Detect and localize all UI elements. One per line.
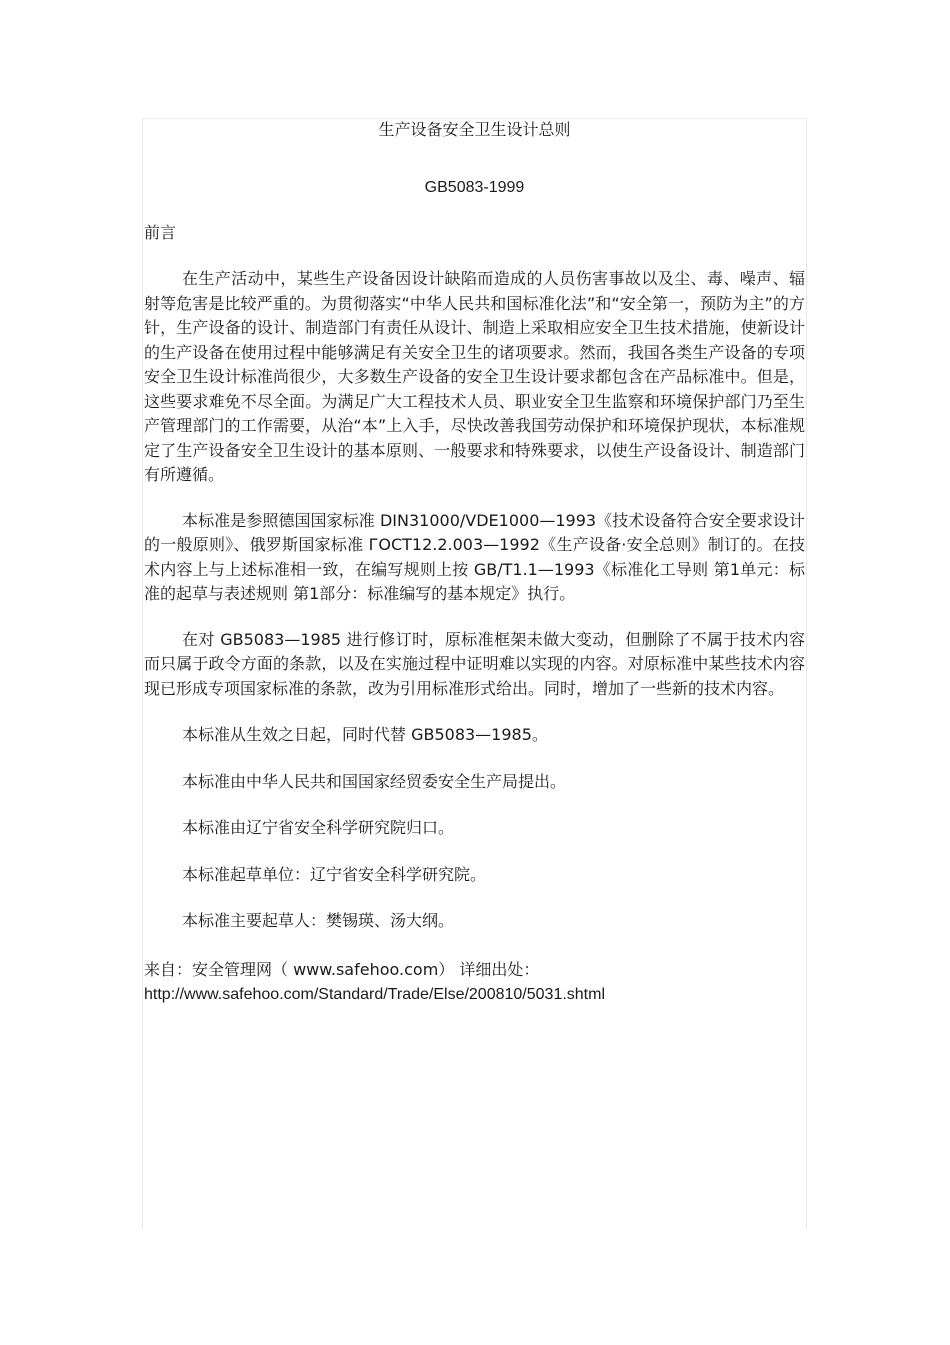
standard-code: GB5083-1999 [424,179,525,196]
document-body [144,118,805,1007]
document-title: 生产设备安全卫生设计总则 [378,120,571,139]
source-line: 来自：安全管理网（ www.safehoo.com） 详细出处： [144,959,540,979]
section-heading-foreword: 前言 [144,223,177,242]
paragraph-drafters: 本标准主要起草人：樊锡瑛、汤大纲。 [182,911,455,930]
paragraph-drafting-unit: 本标准起草单位：辽宁省安全科学研究院。 [182,864,487,884]
paragraph-replaces: 本标准从生效之日起，同时代替 GB5083—1985。 [182,725,548,744]
paragraph-revision: 在对 GB5083—1985 进行修订时，原标准框架未做大变动，但删除了不属于技术内容而只属于政令方面的条款，以及在实施过程中证明难以实现的内容。对原标准中某些技术内容现已形成专项国家标准的条款，改为引用标准形式给出。同时，增加了一些新的技术内容。 [144,629,805,698]
paragraph-references: 本标准是参照德国国家标准 DIN31000/VDE1000—1993《技术设备符合安全要求设计的一般原则》、俄罗斯国家标准 ГOCT12.2.003—1992《生产设备·安全总则》制订的。在技术内容上与上述标准相一致，在编写规则上按 GB/T1.1—1993《标准化工导则 第1单元：标准的起草与表述规则 第1部分：标准编写的基本规定》执行。 [144,510,805,603]
source-url-link[interactable]: http://www.safehoo.com/Standard/Trade/Else/200810/5031.shtml [144,985,606,1003]
paragraph-intro: 在生产活动中，某些生产设备因设计缺陷而造成的人员伤害事故以及尘、毒、噪声、辐射等危害是比较严重的。为贯彻落实“中华人民共和国标准化法”和“安全第一，预防为主”的方针，生产设备的设计、制造部门有责任从设计、制造上采取相应安全卫生技术措施，使新设计的生产设备在使用过程中能够满足有关安全卫生的诸项要求。然而，我国各类生产设备的专项安全卫生设计标准尚很少，大多数生产设备的安全卫生设计要求都包含在产品标准中。但是，这些要求难免不尽全面。为满足广大工程技术人员、职业安全卫生监察和环境保护部门乃至生产管理部门的工作需要，从治“本”上入手，尽快改善我国劳动保护和环境保护现状，本标准规定了生产设备安全卫生设计的基本原则、一般要求和特殊要求，以使生产设备设计、制造部门有所遵循。 [144,269,805,484]
paragraph-proposer: 本标准由中华人民共和国国家经贸委安全生产局提出。 [182,771,567,791]
paragraph-administrator: 本标准由辽宁省安全科学研究院归口。 [182,818,455,837]
source-attribution [144,957,805,1007]
